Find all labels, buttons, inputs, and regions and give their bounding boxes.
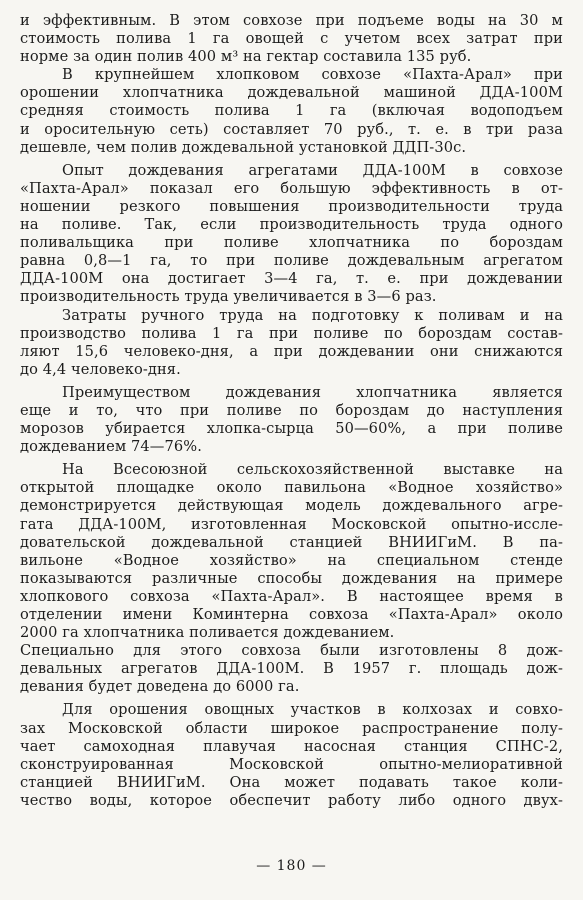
text-line: ДДА-100М она достигает 3—4 га, т. е. при дождевании	[20, 270, 563, 288]
text-line: до 4,4 человеко-дня.	[20, 360, 181, 378]
text-line: хлопкового совхоза «Пахта-Арал». В настоящее время в	[20, 587, 563, 605]
text-line: еще и то, что при поливе по бороздам до наступления	[20, 401, 563, 419]
text-line: 2000 га хлопчатника поливается дождеванием.	[20, 624, 395, 642]
text-line: девальных агрегатов ДДА-100М. В 1957 г. площадь дож-	[20, 660, 563, 678]
text-line: демонстрируется действующая модель дождевального агре-	[20, 497, 563, 515]
text-line: девания будет доведена до 6000 га.	[20, 678, 300, 696]
text-line: производство полива 1 га при поливе по бороздам состав-	[20, 324, 563, 342]
text-line: и оросительную сеть) составляет 70 руб., т. е. в три раза	[20, 120, 563, 138]
text-line: средняя стоимость полива 1 га (включая водоподъем	[20, 102, 563, 120]
text-line: Преимуществом дождевания хлопчатника является	[62, 383, 563, 401]
text-line: чает самоходная плавучая насосная станция СПНС-2,	[20, 737, 563, 755]
text-line: производительность труда увеличивается в 3—6 раз.	[20, 288, 437, 306]
text-line: вильоне «Водное хозяйство» на специальном стенде	[20, 551, 563, 569]
text-line: морозов убирается хлопка-сырца 50—60%, а при поливе	[20, 420, 563, 438]
text-line: зах Московской области широкое распространение полу-	[20, 719, 563, 737]
page-number: — 180 —	[256, 858, 327, 874]
text-line: дешевле, чем полив дождевальной установкой ДДП-30с.	[20, 138, 467, 156]
text-line: показываются различные способы дождевания на примере	[20, 569, 563, 587]
text-line: довательской дождевальной станцией ВНИИГиМ. В па-	[20, 533, 563, 551]
text-line: Специально для этого совхоза были изготовлены 8 дож-	[20, 642, 563, 660]
text-line: чество воды, которое обеспечит работу либо одного двух-	[20, 791, 563, 809]
text-line: отделении имени Коминтерна совхоза «Пахта-Арал» около	[20, 606, 563, 623]
text-line: на поливе. Так, если производительность труда одного	[20, 216, 563, 234]
text-line: и эффективным. В этом совхозе при подъеме воды на 30 м	[20, 12, 563, 29]
text-line: На Всесоюзной сельскохозяйственной выставке на	[62, 461, 563, 479]
text-line: равна 0,8—1 га, то при поливе дождевальным агрегатом	[20, 252, 563, 270]
text-line: ляют 15,6 человеко-дня, а при дождевании они снижаются	[20, 342, 563, 360]
text-line: стоимость полива 1 га овощей с учетом всех затрат при	[20, 30, 563, 48]
text-line: гата ДДА-100М, изготовленная Московской опытно-иссле-	[20, 515, 563, 533]
text-line: сконструированная Московской опытно-мелиоративной	[20, 755, 563, 773]
text-line: поливальщика при поливе хлопчатника по бороздам	[20, 234, 563, 252]
text-line: норме за один полив 400 м³ на гектар составила 135 руб.	[20, 48, 472, 66]
text-line: Для орошения овощных участков в колхозах и совхо-	[62, 701, 563, 719]
text-line: Затраты ручного труда на подготовку к поливам и на	[62, 306, 563, 324]
text-line: дождеванием 74—76%.	[20, 438, 202, 456]
text-line: «Пахта-Арал» показал его большую эффективность в от-	[20, 179, 563, 197]
text-line: орошении хлопчатника дождевальной машиной ДДА-100М	[20, 84, 563, 102]
text-line: В крупнейшем хлопковом совхозе «Пахта-Арал» при	[62, 66, 563, 84]
text-line: ношении резкого повышения производительности труда	[20, 197, 563, 215]
text-line: открытой площадке около павильона «Водное хозяйство»	[20, 479, 563, 497]
text-line: Опыт дождевания агрегатами ДДА-100М в совхозе	[62, 161, 563, 179]
text-line: станцией ВНИИГиМ. Она может подавать такое коли-	[20, 773, 563, 791]
